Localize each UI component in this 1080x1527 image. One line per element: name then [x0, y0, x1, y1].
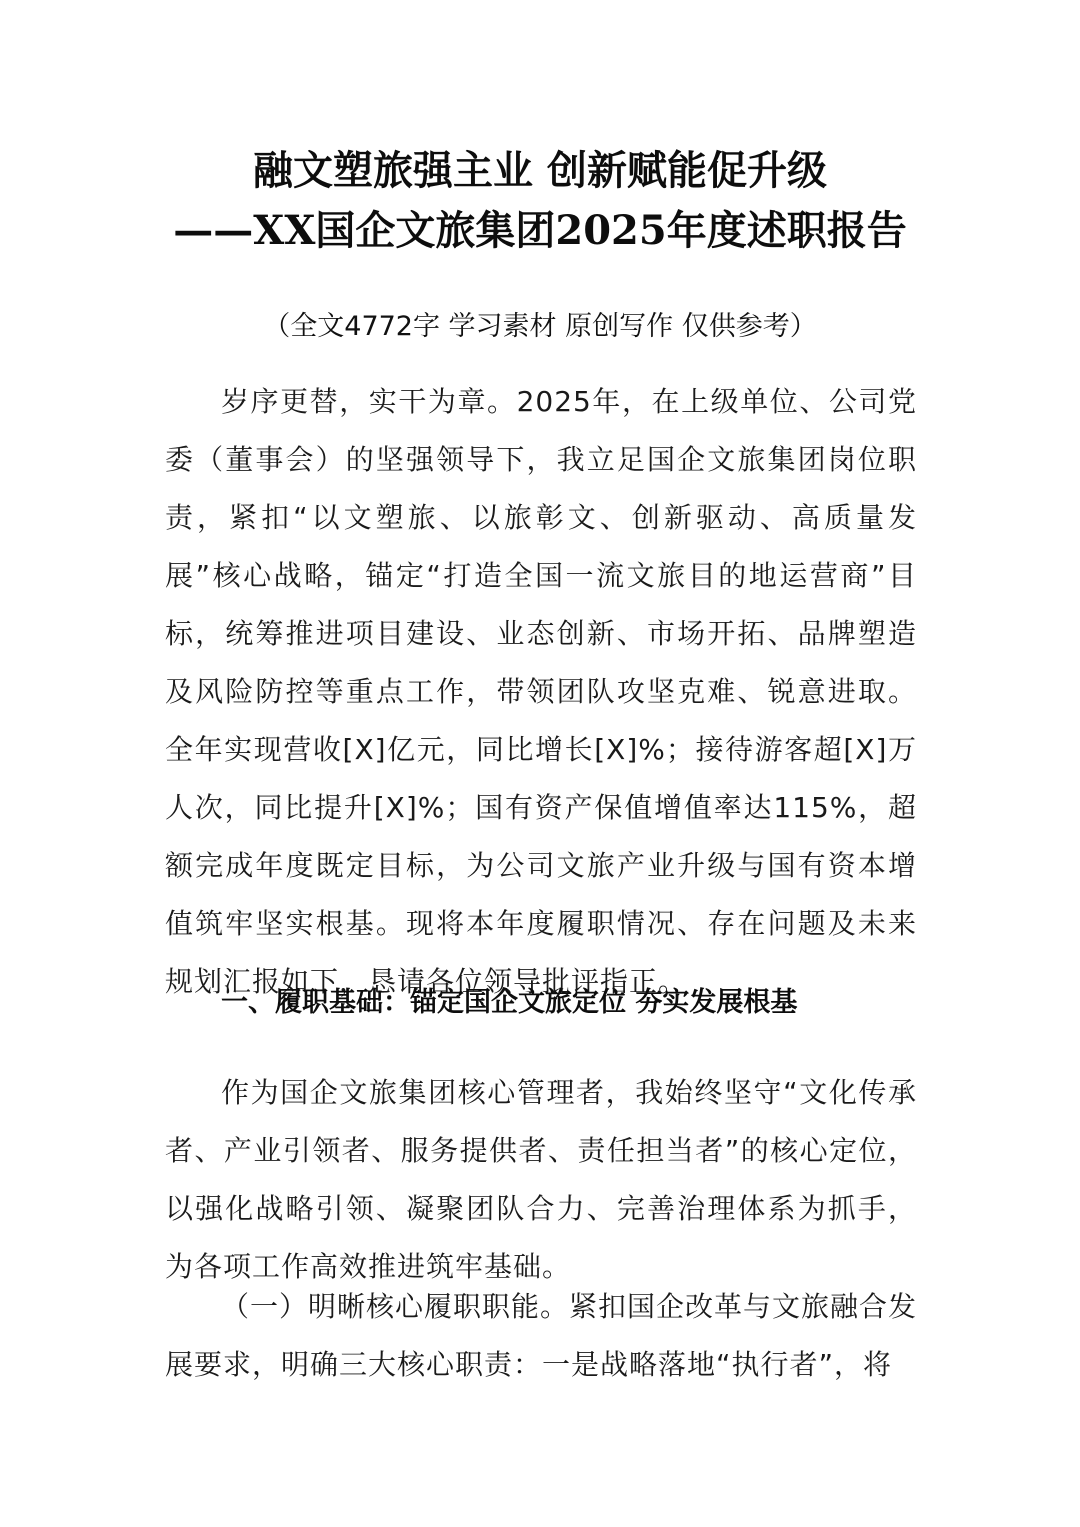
document-title: 融文塑旅强主业 创新赋能促升级: [253, 147, 827, 194]
section-1-paragraph: 作为国企文旅集团核心管理者，我始终坚守“文化传承者、产业引领者、服务提供者、责任担当者”的核心定位，以强化战略引领、凝聚团队合力、完善治理体系为抓手，为各项工作高效推进筑牢基础。: [165, 1076, 917, 1283]
section-heading-1: 一、履职基础：锚定国企文旅定位 夯实发展根基: [221, 987, 798, 1018]
intro-paragraph: 岁序更替，实干为章。2025年，在上级单位、公司党委（董事会）的坚强领导下，我立足国企文旅集团岗位职责，紧扣“以文塑旅、以旅彰文、创新驱动、高质量发展”核心战略，锚定“打造全国一流文旅目的地运营商”目标，统筹推进项目建设、业态创新、市场开拓、品牌塑造及风险防控等重点工作，带领团队攻坚克难、锐意进取。全年实现营收[X]亿元，同比增长[X]%；接待游客超[X]万人次，同比提升[X]%；国有资产保值增值率达115%，超额完成年度既定目标，为公司文旅产业升级与国有资本增值筑牢坚实根基。现将本年度履职情况、存在问题及未来规划汇报如下，恳请各位领导批评指正。: [165, 385, 917, 998]
subsection-1-paragraph: （一）明晰核心履职职能。紧扣国企改革与文旅融合发展要求，明确三大核心职责：一是战略落地“执行者”，将: [165, 1290, 918, 1381]
word-count-note: （全文4772字 学习素材 原创写作 仅供参考）: [263, 311, 817, 342]
document-subtitle: ——XX国企文旅集团2025年度述职报告: [173, 207, 907, 254]
